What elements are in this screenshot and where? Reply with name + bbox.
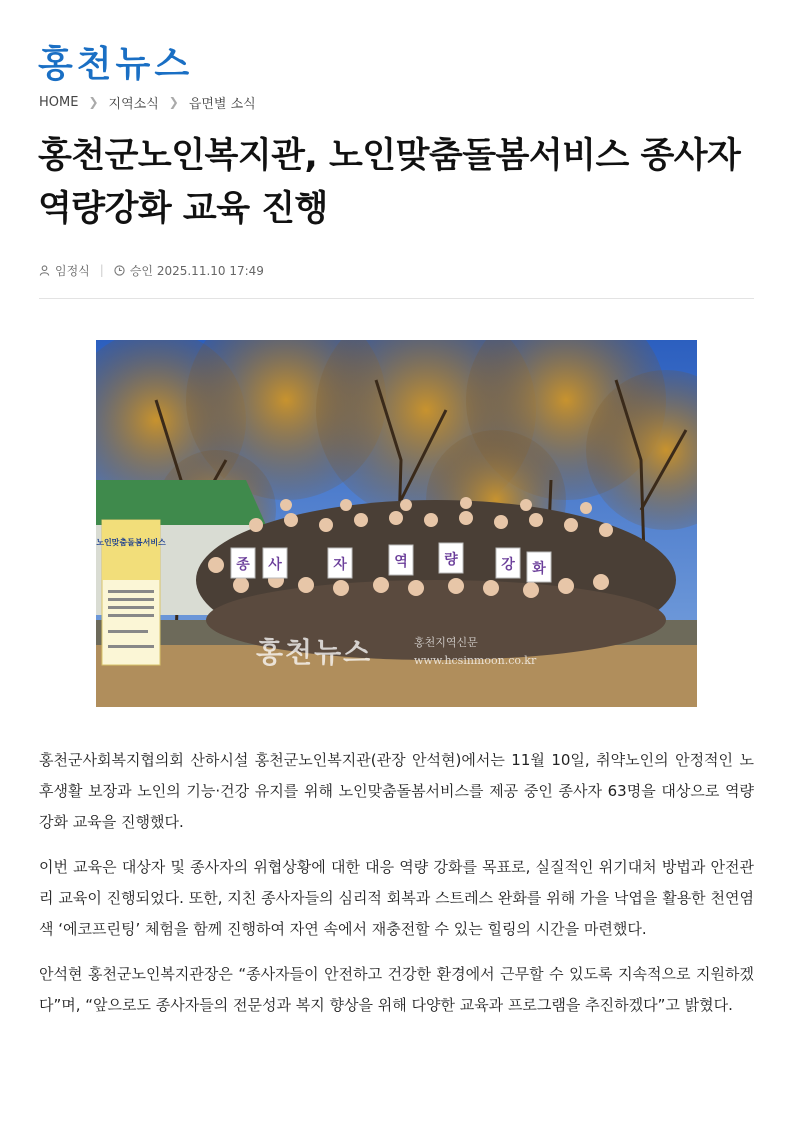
breadcrumb-regional-news[interactable]: 지역소식 bbox=[108, 96, 159, 112]
article-meta bbox=[39, 259, 264, 281]
sign-letter: 종 bbox=[236, 557, 250, 573]
sign-letter: 강 bbox=[501, 557, 515, 573]
breadcrumb bbox=[39, 91, 256, 113]
banner bbox=[96, 520, 166, 665]
chevron-right-icon: ❯ bbox=[88, 95, 99, 109]
watermark-site: 홍천지역신문 bbox=[414, 636, 478, 649]
publish-date: 승인 2025.11.10 17:49 bbox=[129, 263, 264, 278]
sign-letter: 자 bbox=[333, 557, 347, 573]
site-logo[interactable]: 홍천뉴스 bbox=[38, 44, 194, 85]
article-paragraph: 안석현 홍천군노인복지관장은 “종사자들이 안전하고 건강한 환경에서 근무할 수 있도록 지속적으로 지원하겠다”며, “앞으로도 종사자들의 전문성과 복지 향상을 위해 다양한 교육과 프로그램을 추진하겠다”고 밝혔다. bbox=[39, 965, 754, 1014]
article-title: 홍천군노인복지관, 노인맞춤돌봄서비스 종사자 역량강화 교육 진행 bbox=[38, 136, 741, 229]
watermark-url: www.hcsinmoon.co.kr bbox=[414, 654, 537, 667]
article-paragraph: 홍천군사회복지협의회 산하시설 홍천군노인복지관(관장 안석현)에서는 11월 10일, 취약노인의 안정적인 노후생활 보장과 노인의 기능·건강 유지를 위해 노인맞춤돌봄서비스를 제공 중인 종사자 63명을 대상으로 역량강화 교육을 진행했다. bbox=[39, 751, 754, 831]
watermark-logo: 홍천뉴스 bbox=[256, 636, 373, 669]
banner-text: 노인맞춤돌봄서비스 bbox=[96, 538, 166, 547]
chevron-right-icon: ❯ bbox=[168, 95, 179, 109]
sign-letter: 량 bbox=[444, 552, 458, 568]
group-photo bbox=[96, 340, 697, 707]
sign-letter: 화 bbox=[532, 561, 546, 577]
article-paragraph: 이번 교육은 대상자 및 종사자의 위협상황에 대한 대응 역량 강화를 목표로, 실질적인 위기대처 방법과 안전관리 교육이 진행되었다. 또한, 지친 종사자들의 심리적 회복과 스트레스 완화를 위해 가을 낙엽을 활용한 천연염색 ‘에코프린팅’ 체험을 함께 진행하여 자연 속에서 재충전할 수 있는 힐링의 시간을 마련했다. bbox=[39, 858, 754, 938]
author-name: 임정식 bbox=[55, 263, 90, 278]
sign-letter: 사 bbox=[268, 557, 282, 573]
sign-letter: 역 bbox=[394, 554, 408, 570]
meta-divider: | bbox=[99, 263, 104, 277]
clock-icon bbox=[114, 265, 125, 276]
breadcrumb-home[interactable]: HOME bbox=[39, 94, 79, 110]
header-divider bbox=[39, 298, 754, 299]
article-body bbox=[39, 745, 754, 1035]
breadcrumb-town-news[interactable]: 읍면별 소식 bbox=[188, 96, 256, 112]
person-icon bbox=[39, 265, 50, 276]
